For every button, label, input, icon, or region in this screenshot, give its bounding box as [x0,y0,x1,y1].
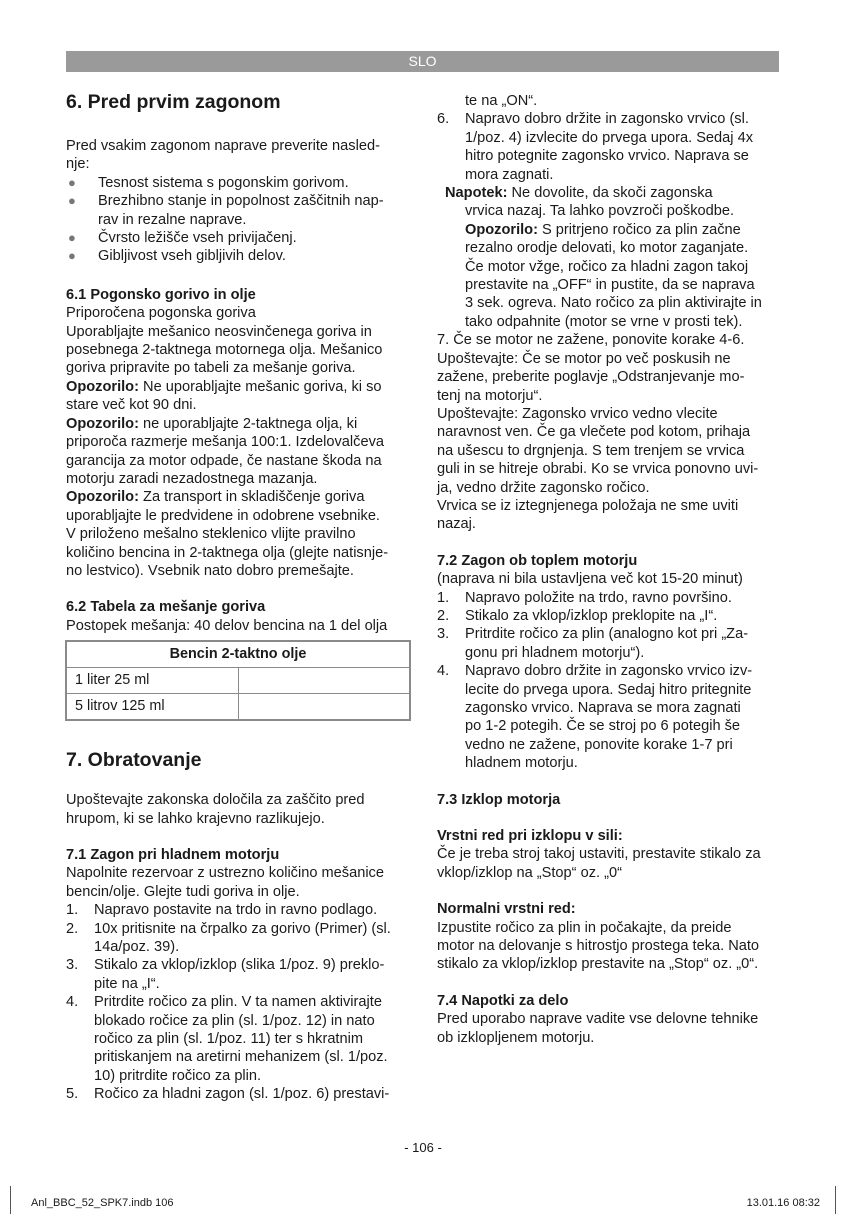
text-line: ne uporabljajte 2-taktnega olja, ki [138,415,358,432]
text-line: nazaj. [437,516,476,533]
step-text: vedno ne zažene, ponovite korake 1-7 pri [465,736,733,753]
footer-date: 13.01.16 08:32 [746,1197,820,1209]
step-text: 10x pritisnite na črpalko za gorivo (Primer) (sl. [94,920,391,937]
step-text: Ročico za hladni zagon (sl. 1/poz. 6) prestavi- [94,1086,390,1103]
bullet-text: Tesnost sistema s pogonskim gorivom. [98,174,349,191]
text-line: V priloženo mešalno steklenico vlijte pravilno [66,526,356,543]
step-text: 7. Če se motor ne zažene, ponovite korake 4-6. [437,332,745,349]
text-line: S pritrjeno ročico za plin začne [537,221,741,238]
note-line [437,184,782,202]
step-text: po 1-2 potegih. Če se stroj po 6 potegih še [465,718,741,735]
text-line: vklop/izklop na „Stop“ oz. „0“ [437,864,622,881]
text-line: posebnega 2-taktnega motornega olja. Mešanico [66,342,383,359]
section-7-3-title: 7.3 Izklop motorja [437,791,561,808]
text-line: Priporočena pogonska goriva [66,305,256,322]
list-item [437,662,782,772]
right-column [437,92,782,1047]
text-line: hrupom, ki se lahko krajevno razlikujejo. [66,810,325,827]
bullet-text: rav in rezalne naprave. [98,211,247,228]
section-7-4-title: 7.4 Napotki za delo [437,992,569,1009]
step-text: 1/poz. 4) izvlecite do prvega upora. Sedaj 4x [465,129,753,146]
step-text: hladnem motorju. [465,755,578,772]
step-text: Pritrdite ročico za plin (analogno kot pri „Za- [465,626,749,643]
table-cell [239,668,410,694]
bullet-text: Brezhibno stanje in popolnost zaščitnih nap- [98,193,384,210]
text-line: Napolnite rezervoar z ustrezno količino mešanice [66,865,384,882]
text-line: Za transport in skladiščenje goriva [138,489,365,506]
warning-label: Opozorilo: [66,489,139,506]
text-line: 3 sek. ogreva. Nato ročico za plin aktivirajte in [465,295,762,312]
warning-line [437,221,782,239]
list-item [66,247,411,265]
step-text: Stikalo za vklop/izklop (slika 1/poz. 9) preklo- [94,957,385,974]
section-6-1-title: 6.1 Pogonsko gorivo in olje [66,286,256,303]
text-line: bencin/olje. Glejte tudi goriva in olje. [66,883,300,900]
text-line: Če motor vžge, ročico za hladni zagon takoj [465,258,749,275]
section-6-2-title: 6.2 Tabela za mešanje goriva [66,599,266,616]
text-line: stare več kot 90 dni. [66,397,197,414]
section-7-title: 7. Obratovanje [66,749,202,772]
step-text: ročico za plin (sl. 1/poz. 11) ter s hkratnim [94,1031,364,1048]
table-row [67,694,410,720]
text-line: tako odpahnite (motor se vrne v prosti tek). [465,313,743,330]
bullet-text: Čvrsto ležišče vseh privijačenj. [98,230,297,247]
text-line: ja, vedno držite zagonsko ročico. [437,479,650,496]
step-text: Stikalo za vklop/izklop preklopite na „I“. [465,607,718,624]
warning-label: Opozorilo: [66,378,139,395]
text-line: priporoča razmerje mešanja 100:1. Izdelovalčeva [66,434,384,451]
text-line: Ne dovolite, da skoči zagonska [507,185,713,202]
step-number: 3. [66,957,79,974]
text-line: na ušescu to drgnjenja. S tem trenjem se vrvica [437,442,745,459]
text-line: Upoštevajte: Če se motor po več poskusih ne [437,350,731,367]
section-7-2-title: 7.2 Zagon ob toplem motorju [437,552,638,569]
list-item [66,174,411,192]
bullet-icon: ● [68,248,76,264]
text-line: stikalo za vklop/izklop prestavite na „Stop“ oz. „0“. [437,956,759,973]
step-text: pritiskanjem na aretirni mehanizem (sl. 1/poz. [94,1049,388,1066]
step-text: 14a/poz. 39). [94,939,180,955]
table-cell: 1 liter 25 ml [67,668,239,694]
mixing-ratio: Postopek mešanja: 40 delov bencina na 1 del olja [66,617,388,634]
list-item [66,993,411,1085]
text-line: ob izklopljenem motorju. [437,1029,595,1046]
step-text: gonu pri hladnem motorju“). [465,644,645,661]
text-line: Upoštevajte zakonska določila za zaščito pred [66,792,365,809]
crop-mark-left [10,1186,11,1214]
text-line: te na „ON“. [465,93,538,109]
text-line: Ne uporabljajte mešanic goriva, ki so [138,378,382,395]
footer-filename: Anl_BBC_52_SPK7.indb 106 [31,1197,174,1209]
normal-order-title: Normalni vrstni red: [437,901,576,918]
text-line: vrvica nazaj. Ta lahko povzroči poškodbe. [465,203,735,220]
step-text: 10) pritrdite ročico za plin. [94,1067,262,1084]
bullet-icon: ● [68,174,76,190]
text-line: prestavite na „OFF“ in pustite, da se naprava [465,277,755,294]
step-number: 2. [66,920,79,937]
step-text: Napravo položite na trdo, ravno površino. [465,589,732,606]
note-label: Napotek: [445,185,508,202]
list-item [66,1085,411,1103]
text-line: Upoštevajte: Zagonsko vrvico vedno vlecite [437,405,718,422]
step-number: 6. [437,111,450,128]
list-item [66,192,411,229]
text-line: guli in se hitreje obrabi. Ko se vrvica ponovno uvi- [437,461,759,478]
table-row [67,668,410,694]
text-line: Če je treba stroj takoj ustaviti, prestavite stikalo za [437,846,761,863]
sec6-intro-1: Pred vsakim zagonom naprave preverite nasled- [66,138,380,154]
text-line: goriva pripravite po tabeli za mešanje goriva. [66,360,356,377]
warning-label: Opozorilo: [66,415,139,432]
left-column [66,90,411,1104]
language-bar [66,51,779,72]
warning-1 [66,378,411,396]
step-text: zagonsko vrvico. Naprava se mora zagnati [465,700,741,716]
step-text: lecite do prvega upora. Sedaj hitro pritegnite [465,681,752,698]
step-text: hitro potegnite zagonsko vrvico. Naprava se [465,148,749,165]
table-cell: 5 litrov 125 ml [67,694,239,720]
emergency-order-title: Vrstni red pri izklopu v sili: [437,828,623,845]
list-item [437,607,782,625]
step-number: 4. [66,994,79,1011]
text-line: motorju zaradi nezadostnega mazanja. [66,470,318,487]
text-line: Vrvica se iz iztegnjenega položaja ne sme uviti [437,497,739,514]
list-item [66,920,411,957]
text-line: Pred uporabo naprave vadite vse delovne tehnike [437,1011,759,1028]
warning-2 [66,415,411,433]
step-text: Napravo dobro držite in zagonsko vrvico izv- [465,663,753,680]
step-text: Napravo postavite na trdo in ravno podlago. [94,902,378,919]
step-number: 2. [437,607,450,624]
text-line: no lestvico). Vsebnik nato dobro premešajte. [66,562,354,579]
step-text: blokado ročice za plin (sl. 1/poz. 12) in nato [94,1012,375,1029]
step-number: 4. [437,663,450,680]
section-7-1-title: 7.1 Zagon pri hladnem motorju [66,846,280,863]
text-line: motor na delovanje s hitrostjo prostega teka. Nato [437,938,760,955]
list-item [66,229,411,247]
list-item [437,625,782,662]
bullet-icon: ● [68,193,76,209]
text-line: zažene, preberite poglavje „Odstranjevanje mo- [437,369,745,386]
list-item [437,589,782,607]
list-item [66,901,411,919]
step-number: 3. [437,626,450,643]
text-line: rezalno orodje delovati, ko motor zaganjate. [465,240,749,257]
section-6-title: 6. Pred prvim zagonom [66,91,281,113]
warning-label: Opozorilo: [465,221,538,238]
step-number: 5. [66,1086,79,1103]
sec6-intro-2: nje: [66,156,90,173]
list-item [437,110,782,184]
step-text: mora zagnati. [465,166,554,183]
mixing-table [66,641,410,720]
step-text: Pritrdite ročico za plin. V ta namen aktivirajte [94,994,382,1011]
page-number: - 106 - [404,1140,442,1155]
text-line: Uporabljajte mešanico neosvinčenega goriva in [66,323,372,340]
text-line: tenj na motorju“. [437,387,543,404]
text-line: količino bencina in 2-taktnega olja (glejte natisnje- [66,544,389,561]
crop-mark-right [835,1186,836,1214]
bullet-icon: ● [68,230,76,246]
warning-3 [66,488,411,506]
text-line: garancija za motor odpade, če nastane škoda na [66,452,382,469]
list-item [66,956,411,993]
bullet-text: Gibljivost vseh gibljivih delov. [98,248,286,265]
text-line: naravnost ven. Če ga vlečete pod kotom, prihaja [437,424,751,441]
language-label: SLO [408,53,437,69]
step-text: Napravo dobro držite in zagonsko vrvico (sl. [465,111,749,128]
text-line: uporabljajte le predvidene in odobrene vsebnike. [66,507,380,524]
text-line: (naprava ni bila ustavljena več kot 15-20 minut) [437,571,743,588]
text-line: Izpustite ročico za plin in počakajte, da preide [437,919,732,936]
table-cell [239,694,410,720]
step-number: 1. [66,902,79,919]
step-number: 1. [437,589,450,606]
step-text: pite na „I“. [94,975,160,992]
table-header: Bencin 2-taktno olje [67,642,410,668]
